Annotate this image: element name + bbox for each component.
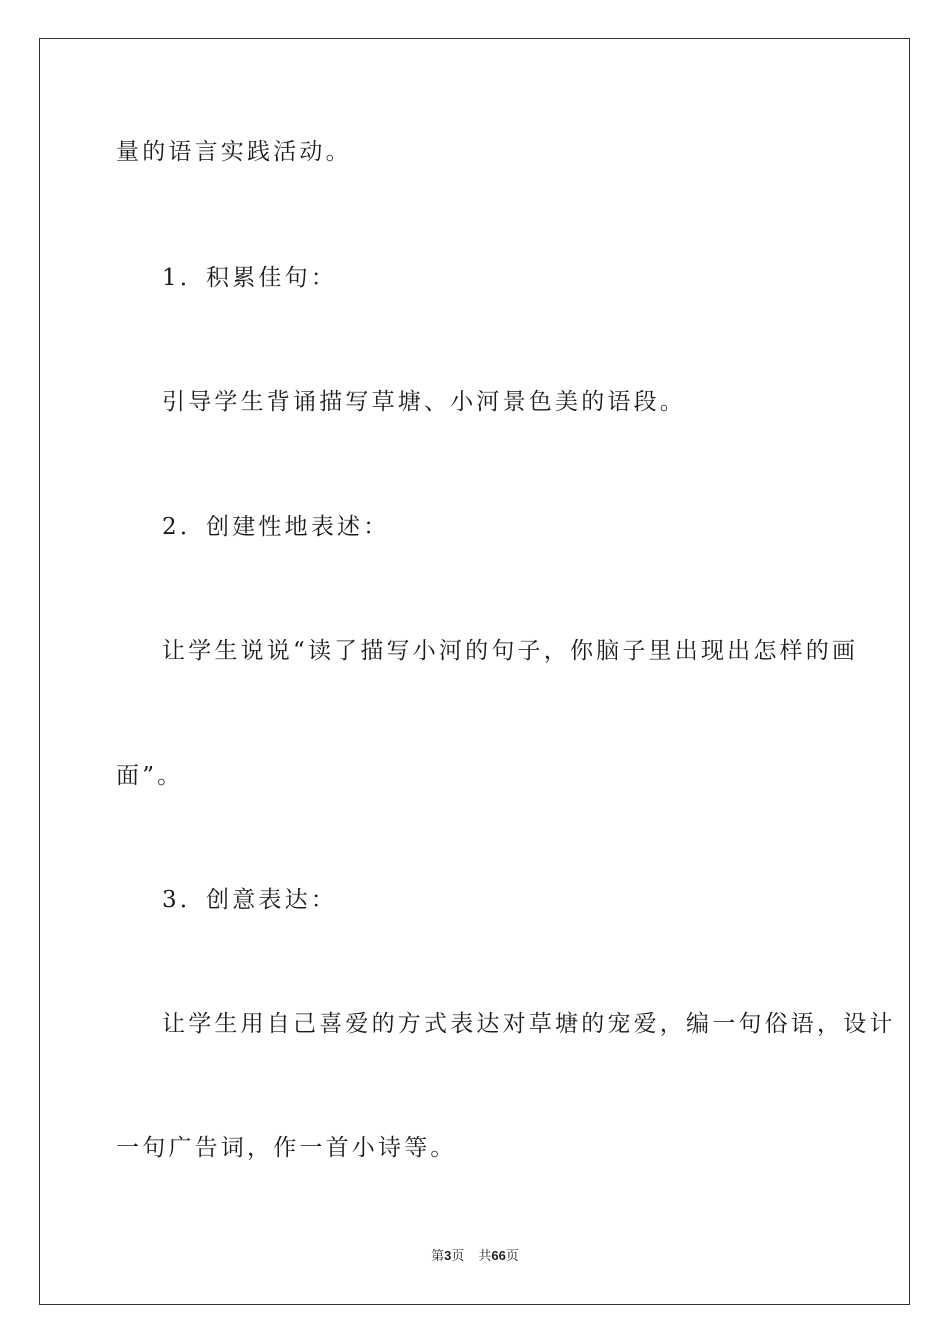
heading-accumulate-sentences: 1．积累佳句： [162, 265, 338, 291]
total-pages: 66 [491, 1248, 506, 1263]
paragraph-line-9: 一句广告词，作一首小诗等。 [116, 1135, 457, 1161]
page-footer [0, 1245, 950, 1264]
paragraph-line-6: 面”。 [116, 763, 184, 789]
total-prefix: 共 [478, 1249, 492, 1264]
paragraph-line-1: 量的语言实践活动。 [116, 139, 352, 165]
total-suffix: 页 [505, 1249, 519, 1264]
paragraph-line-3: 引导学生背诵描写草塘、小河景色美的语段。 [162, 389, 686, 415]
paragraph-line-8: 让学生用自己喜爱的方式表达对草塘的宠爱，编一句俗语，设计 [162, 1011, 896, 1037]
heading-creative-description: 2．创建性地表述： [162, 514, 390, 540]
page-number: 3 [444, 1248, 452, 1263]
heading-creative-expression: 3．创意表达： [162, 887, 338, 913]
page-prefix: 第 [431, 1249, 445, 1264]
page-suffix: 页 [451, 1249, 465, 1264]
page-border [39, 38, 910, 1305]
paragraph-line-5: 让学生说说“读了描写小河的句子，你脑子里出现出怎样的画 [162, 638, 859, 664]
